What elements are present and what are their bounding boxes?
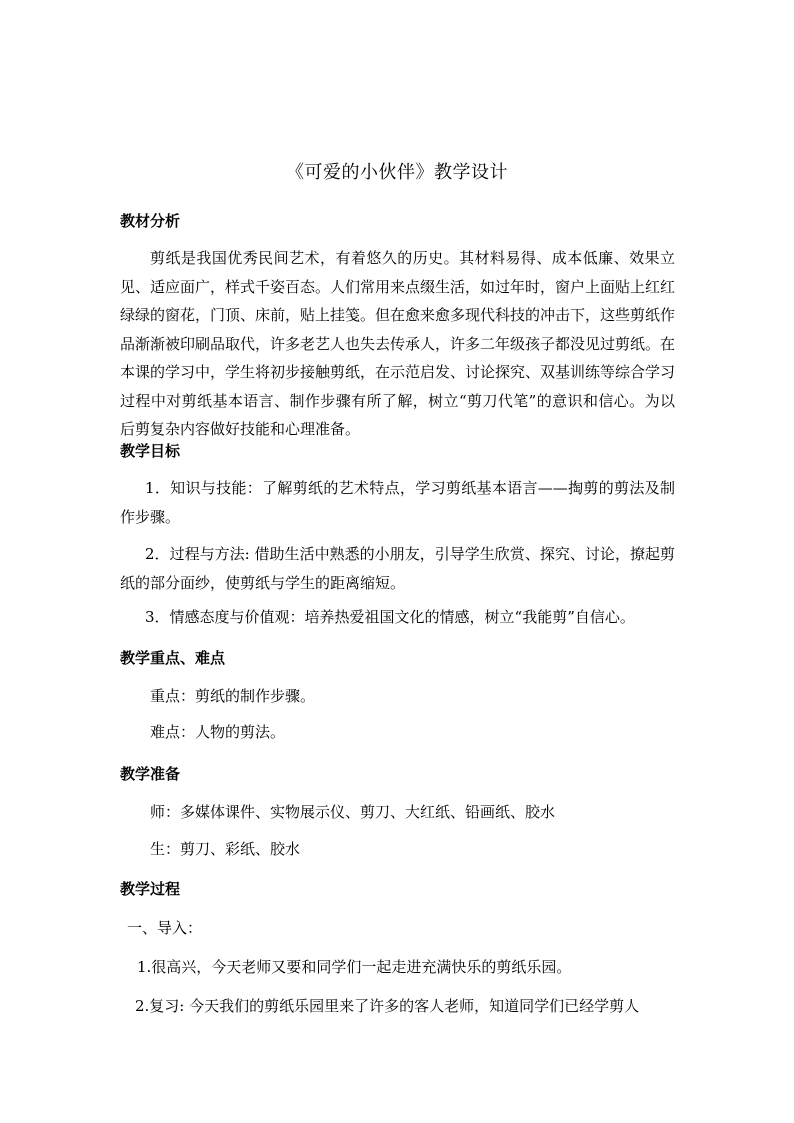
section-heading-preparation: 教学准备 [120,765,181,783]
objective-item-2: 2．过程与方法: 借助生活中熟悉的小朋友，引导学生欣赏、探究、讨论，撩起剪纸的部分面纱，使剪纸与学生的距离缩短。 [120,545,675,592]
section-heading-analysis: 教材分析 [120,212,181,230]
process-step-2: 2.复习: 今天我们的剪纸乐园里来了许多的客人老师，知道同学们已经学剪人 [135,997,640,1015]
section-heading-process: 教学过程 [120,880,181,898]
preparation-teacher: 师：多媒体课件、实物展示仪、剪刀、大红纸、铅画纸、胶水 [150,803,556,821]
objective-item-1: 1．知识与技能：了解剪纸的艺术特点，学习剪纸基本语言——掏剪的剪法及制作步骤。 [120,479,675,526]
key-point-focus: 重点：剪纸的制作步骤。 [150,687,316,705]
preparation-student: 生：剪刀、彩纸、胶水 [150,840,301,858]
section-heading-key-points: 教学重点、难点 [120,649,226,667]
section-heading-objectives: 教学目标 [120,442,181,460]
objective-item-3: 3．情感态度与价值观：培养热爱祖国文化的情感，树立“我能剪”自信心。 [145,608,635,626]
document-title: 《可爱的小伙伴》教学设计 [286,162,508,183]
key-point-difficulty: 难点：人物的剪法。 [150,723,286,741]
process-step-1: 1.很高兴，今天老师又要和同学们一起走进充满快乐的剪纸乐园。 [137,958,572,976]
process-part-intro: 一、导入： [127,919,203,937]
analysis-paragraph: 剪纸是我国优秀民间艺术，有着悠久的历史。其材料易得、成本低廉、效果立见、适应面广，样式千姿百态。人们常用来点缀生活，如过年时，窗户上面贴上红红绿绿的窗花，门顶、床前，贴上挂笺。但在愈来愈多现代科技的冲击下，这些剪纸作品渐渐被印刷品取代，许多老艺人也失去传承人，许多二年级孩子都没见过剪纸。在本课的学习中，学生将初步接触剪纸，在示范启发、讨论探究、双基训练等综合学习过程中对剪纸基本语言、制作步骤有所了解，树立“剪刀代笔”的意识和信心。为以后剪复杂内容做好技能和心理准备。 [120,249,676,438]
